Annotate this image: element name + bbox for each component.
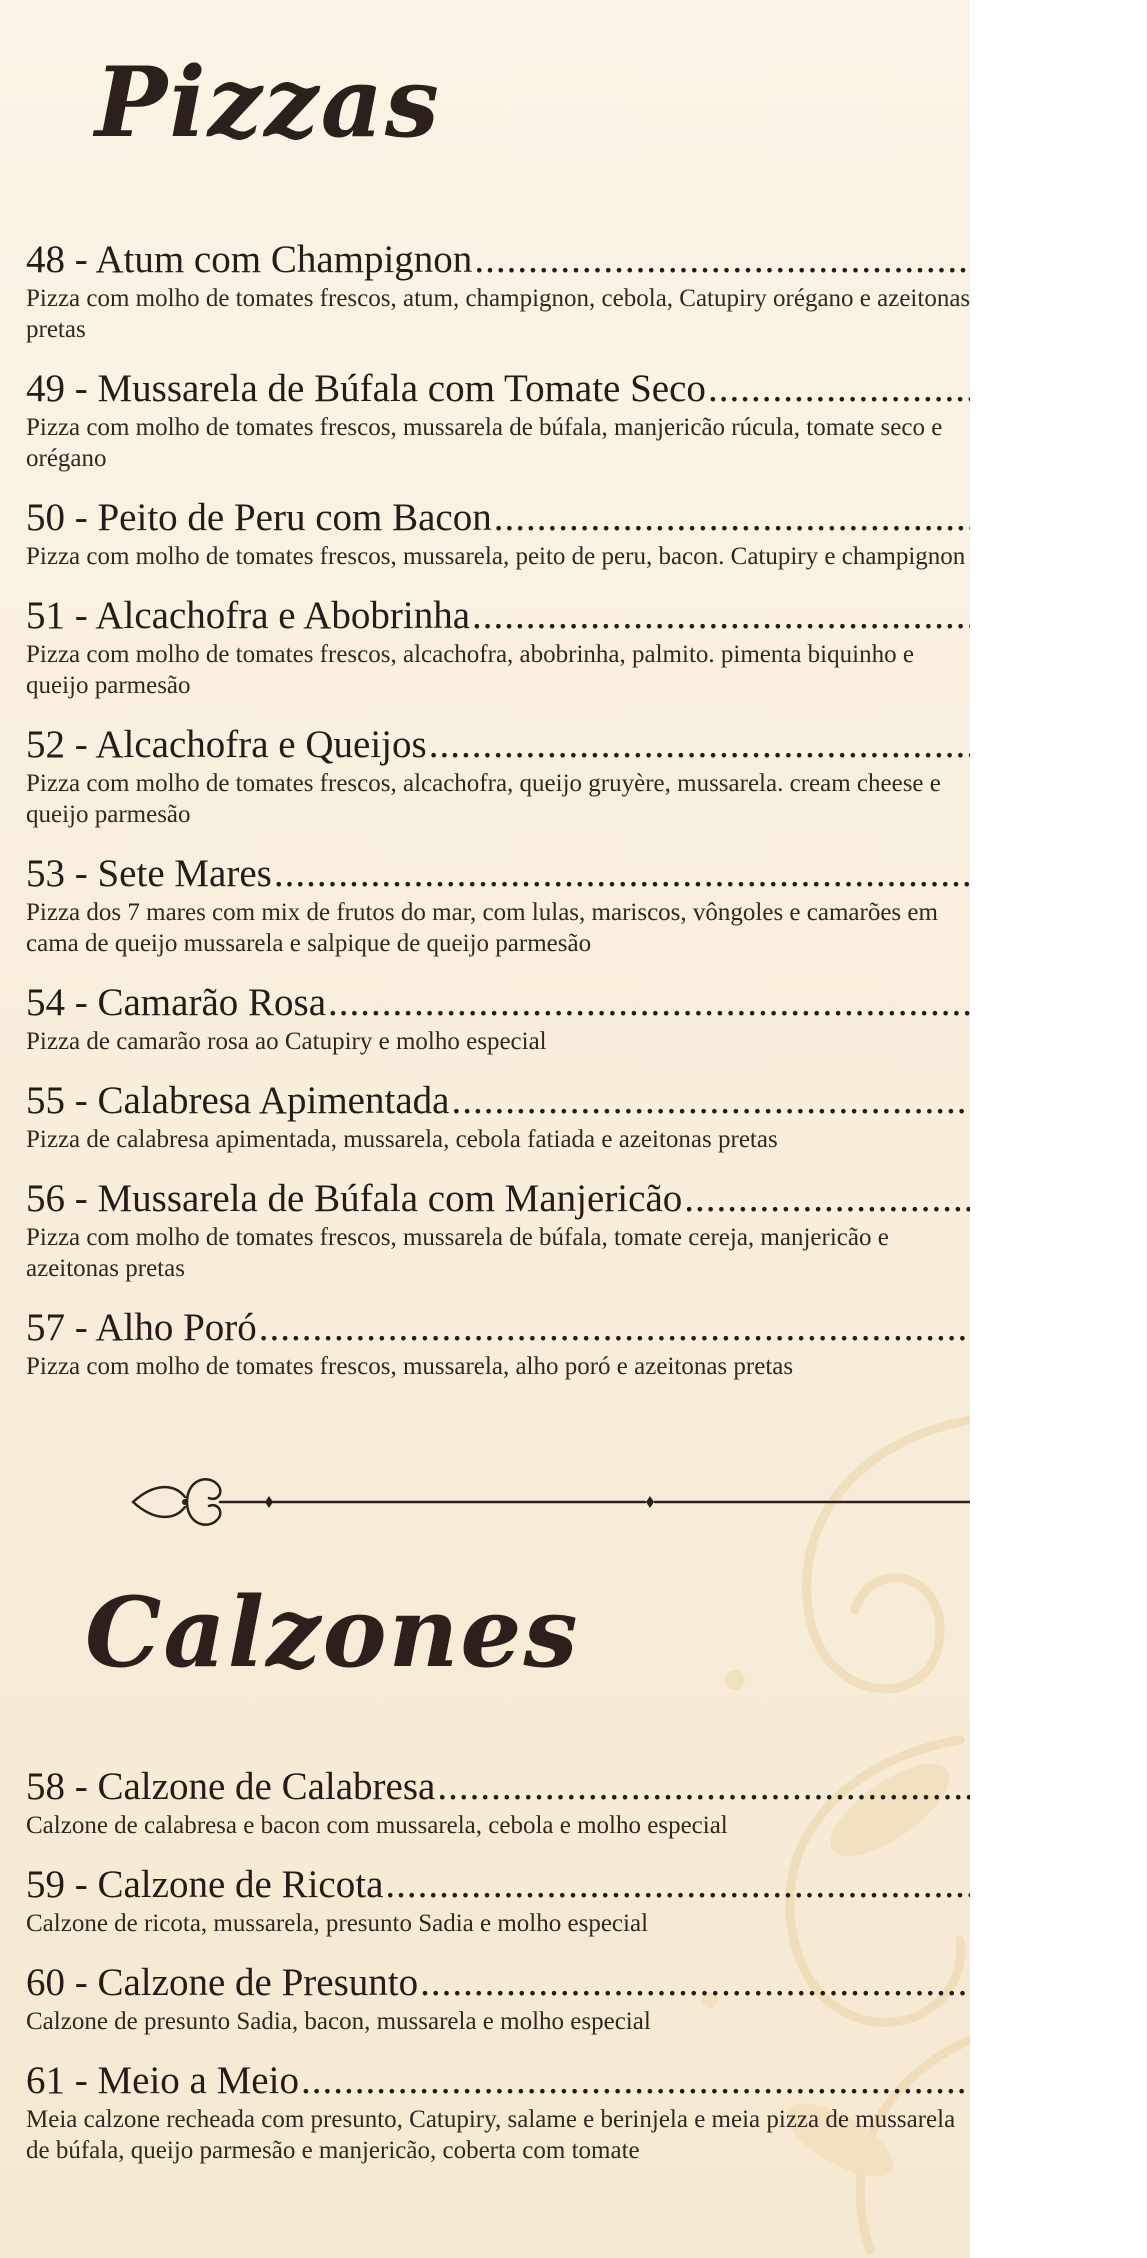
dot-leader — [385, 1863, 970, 1907]
item-name: 57 - Alho Poró — [26, 1306, 257, 1349]
item-name: 53 - Sete Mares — [26, 852, 272, 895]
menu-item-54 — [26, 981, 970, 1057]
calzones-section-title: Calzones — [85, 1576, 580, 1689]
dot-leader — [472, 594, 970, 638]
menu-item-49 — [26, 367, 970, 474]
menu-item-61 — [26, 2059, 970, 2166]
item-name: 61 - Meio a Meio — [26, 2059, 299, 2102]
item-description: Pizza com molho de tomates frescos, alcachofra, abobrinha, palmito. pimenta biquinho e queijo parmesão — [26, 641, 914, 699]
item-name: 58 - Calzone de Calabresa — [26, 1765, 436, 1808]
menu-item-56 — [26, 1177, 970, 1284]
menu-item-58 — [26, 1765, 970, 1841]
item-name: 51 - Alcachofra e Abobrinha — [26, 594, 471, 637]
item-name: 56 - Mussarela de Búfala com Manjericão — [26, 1177, 683, 1220]
dot-leader — [494, 496, 970, 540]
item-description: Pizza com molho de tomates frescos, mussarela, peito de peru, bacon. Catupiry e champignon — [26, 543, 966, 570]
menu-item-52 — [26, 723, 970, 830]
item-description: Pizza com molho de tomates frescos, atum, champignon, cebola, Catupiry orégano e azeitonas pretas — [26, 285, 970, 343]
menu-item-48 — [26, 238, 970, 345]
item-name: 60 - Calzone de Presunto — [26, 1961, 419, 2004]
item-name: 48 - Atum com Champignon — [26, 238, 473, 281]
dot-leader — [328, 981, 970, 1025]
item-description: Calzone de ricota, mussarela, presunto Sadia e molho especial — [26, 1910, 649, 1937]
item-description: Pizza com molho de tomates frescos, mussarela de búfala, manjericão rúcula, tomate seco e orégano — [26, 414, 943, 472]
menu-item-60 — [26, 1961, 970, 2037]
dot-leader — [451, 1079, 970, 1123]
pizzas-menu-list — [26, 238, 970, 1404]
item-name: 55 - Calabresa Apimentada — [26, 1079, 450, 1122]
item-description: Calzone de presunto Sadia, bacon, mussarela e molho especial — [26, 2008, 651, 2035]
menu-item-53 — [26, 852, 970, 959]
item-name: 59 - Calzone de Ricota — [26, 1863, 384, 1906]
ornamental-divider-icon — [125, 1462, 970, 1542]
menu-item-59 — [26, 1863, 970, 1939]
item-name: 49 - Mussarela de Búfala com Tomate Seco — [26, 367, 706, 410]
item-name: 52 - Alcachofra e Queijos — [26, 723, 427, 766]
menu-item-55 — [26, 1079, 970, 1155]
dot-leader — [259, 1306, 970, 1350]
menu-item-57 — [26, 1306, 970, 1382]
item-description: Meia calzone recheada com presunto, Catupiry, salame e berinjela e meia pizza de mussarela de búfala, queijo parmesão e manjericão, coberta com tomate — [26, 2106, 956, 2164]
dot-leader — [429, 723, 970, 767]
item-description: Pizza dos 7 mares com mix de frutos do mar, com lulas, mariscos, vôngoles e camarões em cama de queijo mussarela e salpique de queijo parmesão — [26, 899, 938, 957]
dot-leader — [437, 1765, 970, 1809]
menu-item-51 — [26, 594, 970, 701]
menu-item-50 — [26, 496, 970, 572]
dot-leader — [301, 2059, 970, 2103]
dot-leader — [708, 367, 970, 411]
item-description: Pizza com molho de tomates frescos, mussarela de búfala, tomate cereja, manjericão e azeitonas pretas — [26, 1224, 889, 1282]
calzones-menu-list — [26, 1765, 970, 2188]
dot-leader — [684, 1177, 970, 1221]
item-description: Pizza de camarão rosa ao Catupiry e molho especial — [26, 1028, 547, 1055]
dot-leader — [274, 852, 970, 896]
dot-leader — [474, 238, 970, 282]
item-description: Pizza com molho de tomates frescos, mussarela, alho poró e azeitonas pretas — [26, 1353, 794, 1380]
dot-leader — [420, 1961, 970, 2005]
item-description: Pizza com molho de tomates frescos, alcachofra, queijo gruyère, mussarela. cream cheese e queijo parmesão — [26, 770, 941, 828]
pizzas-section-title: Pizzas — [95, 46, 441, 159]
item-description: Pizza de calabresa apimentada, mussarela, cebola fatiada e azeitonas pretas — [26, 1126, 778, 1153]
item-name: 50 - Peito de Peru com Bacon — [26, 496, 492, 539]
item-name: 54 - Camarão Rosa — [26, 981, 327, 1024]
item-description: Calzone de calabresa e bacon com mussarela, cebola e molho especial — [26, 1812, 728, 1839]
